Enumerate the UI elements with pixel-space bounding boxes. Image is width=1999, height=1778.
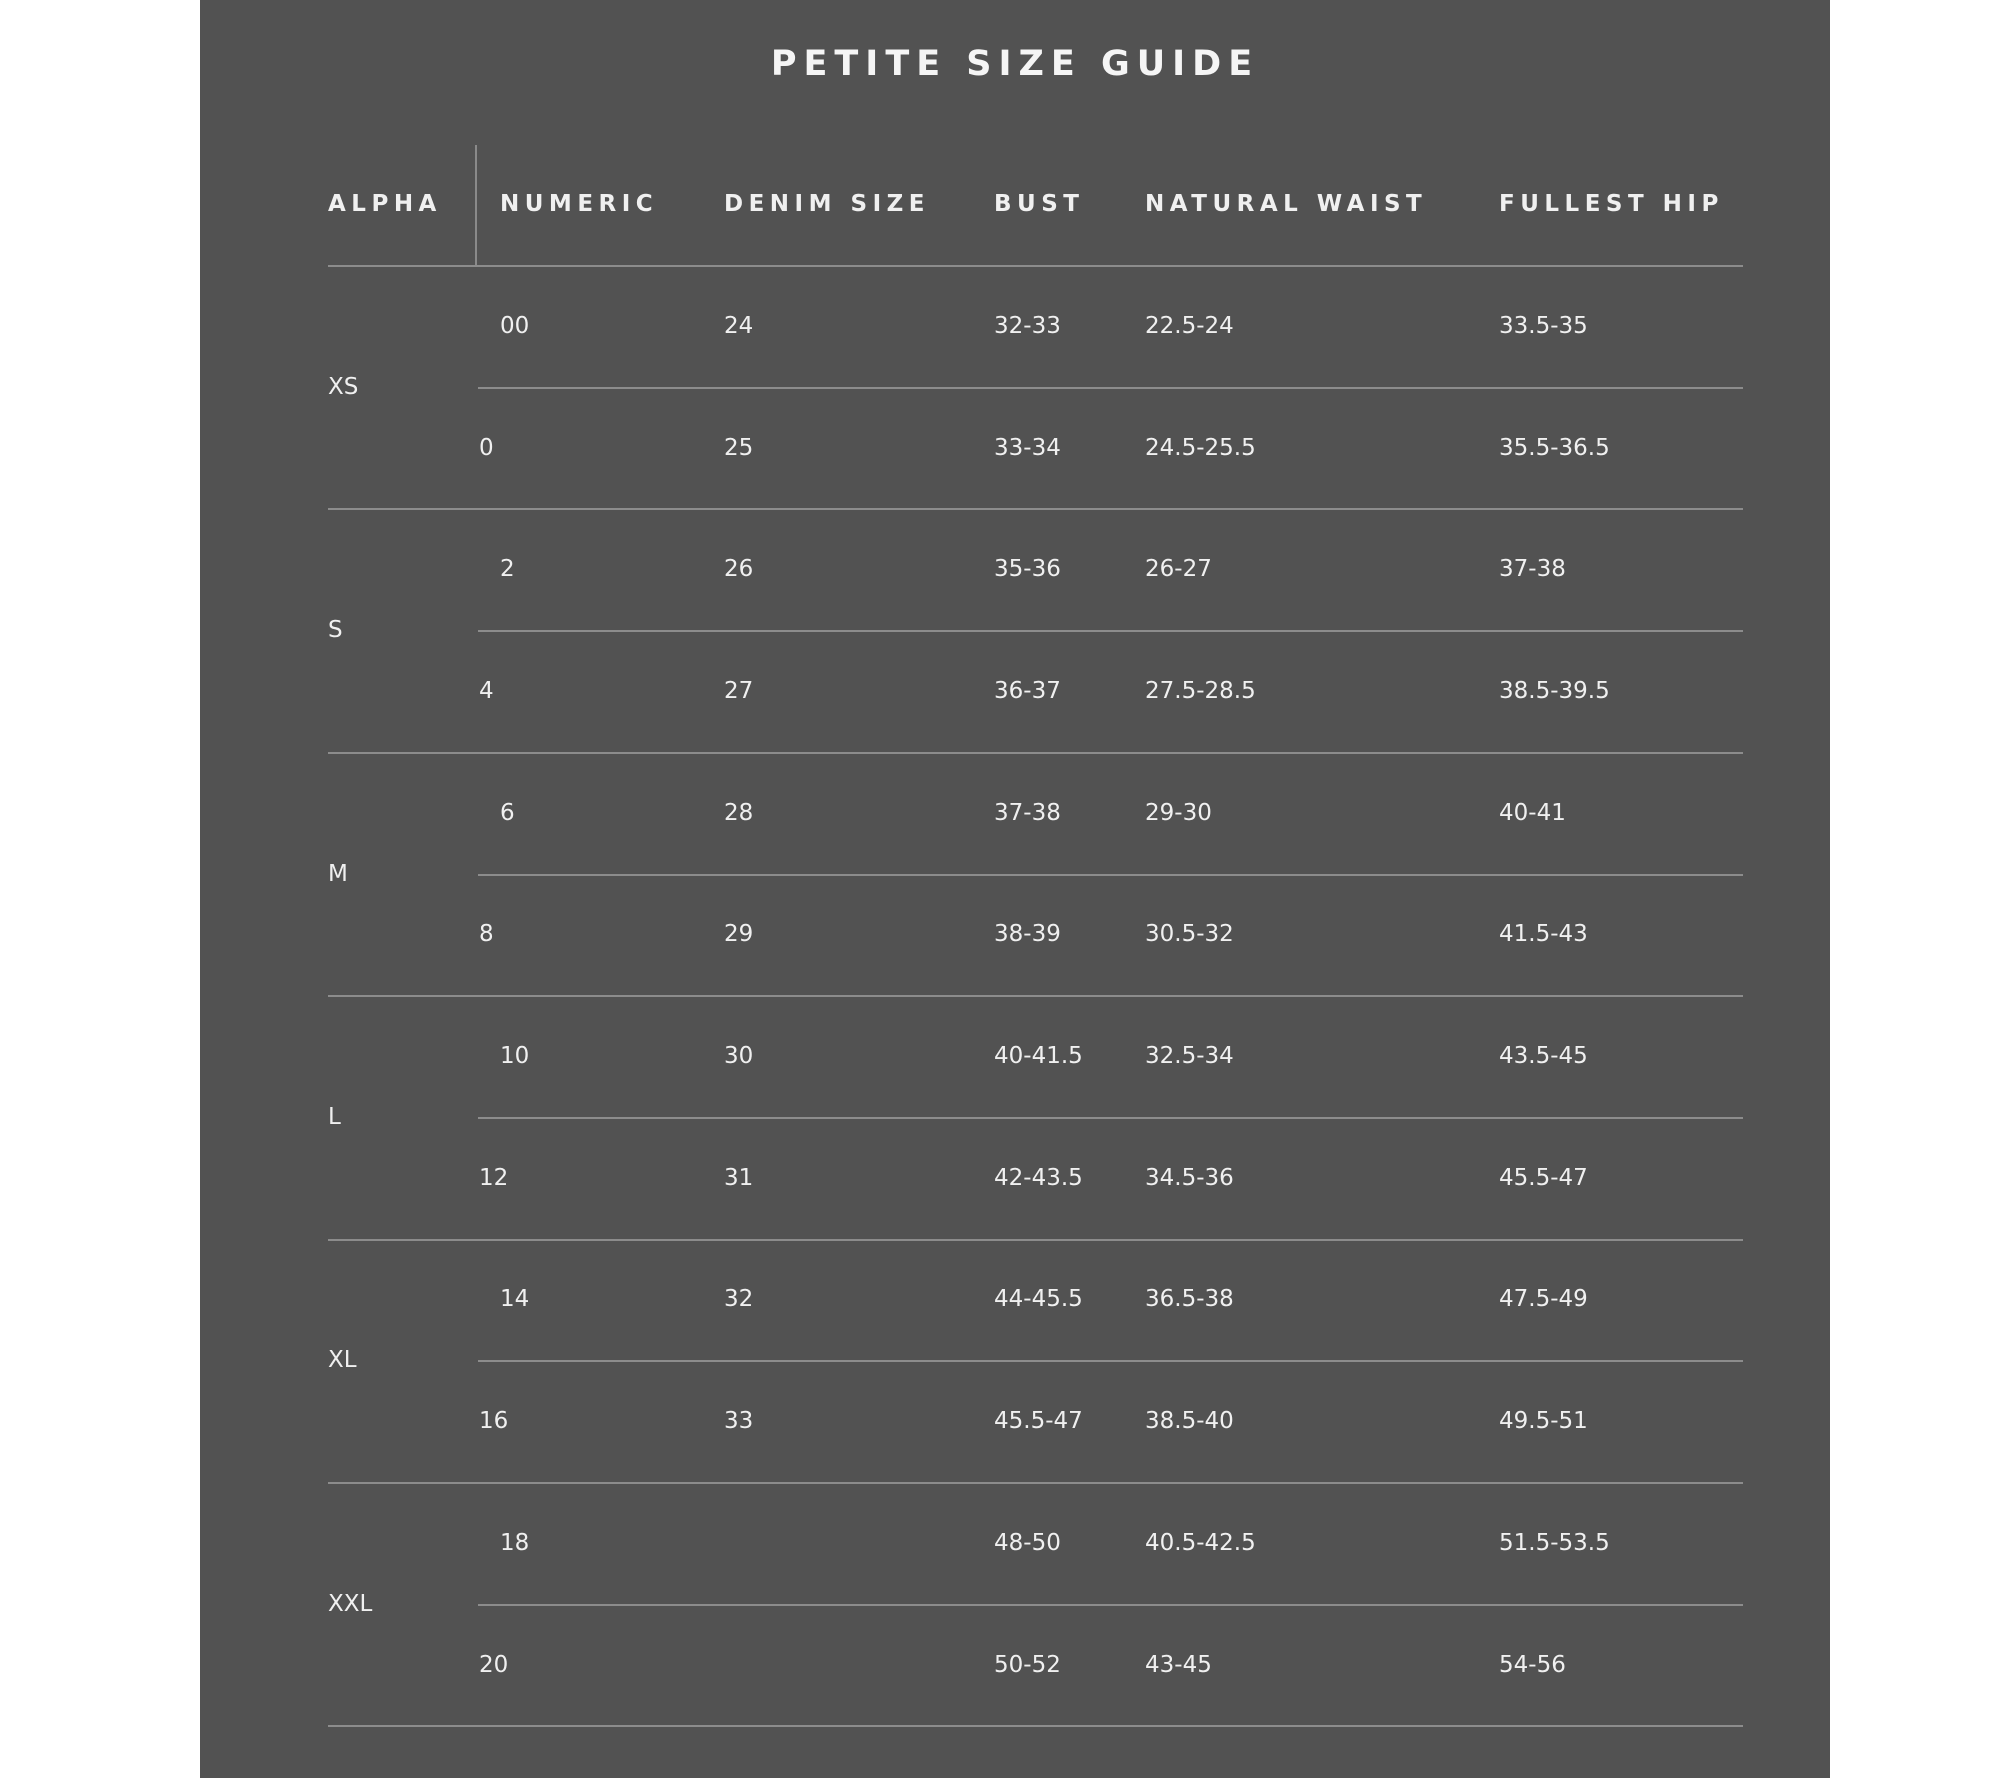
group-divider — [328, 1725, 1743, 1727]
row-divider — [478, 1360, 1743, 1362]
cell-natural-waist: 29-30 — [1145, 800, 1212, 826]
cell-bust: 50-52 — [994, 1652, 1061, 1678]
row-divider — [478, 1117, 1743, 1119]
cell-numeric: 4 — [479, 678, 494, 704]
group-divider — [328, 1239, 1743, 1241]
cell-fullest-hip: 38.5-39.5 — [1499, 678, 1610, 704]
cell-denim-size: 29 — [724, 921, 754, 947]
cell-natural-waist: 36.5-38 — [1145, 1286, 1234, 1312]
cell-alpha: XXL — [328, 1591, 373, 1617]
header-fullest-hip: FULLEST HIP — [1499, 191, 1724, 217]
cell-natural-waist: 30.5-32 — [1145, 921, 1234, 947]
cell-alpha: XL — [328, 1347, 357, 1373]
cell-bust: 36-37 — [994, 678, 1061, 704]
cell-numeric: 18 — [500, 1530, 530, 1556]
row-divider — [478, 1604, 1743, 1606]
cell-denim-size: 27 — [724, 678, 754, 704]
cell-fullest-hip: 54-56 — [1499, 1652, 1566, 1678]
cell-bust: 40-41.5 — [994, 1043, 1083, 1069]
cell-bust: 38-39 — [994, 921, 1061, 947]
cell-fullest-hip: 40-41 — [1499, 800, 1566, 826]
row-divider — [478, 874, 1743, 876]
row-divider — [478, 630, 1743, 632]
cell-fullest-hip: 35.5-36.5 — [1499, 435, 1610, 461]
cell-bust: 35-36 — [994, 556, 1061, 582]
group-divider — [328, 752, 1743, 754]
cell-fullest-hip: 41.5-43 — [1499, 921, 1588, 947]
cell-denim-size: 26 — [724, 556, 754, 582]
cell-natural-waist: 38.5-40 — [1145, 1408, 1234, 1434]
group-divider — [328, 508, 1743, 510]
cell-fullest-hip: 45.5-47 — [1499, 1165, 1588, 1191]
cell-natural-waist: 26-27 — [1145, 556, 1212, 582]
cell-natural-waist: 27.5-28.5 — [1145, 678, 1256, 704]
cell-denim-size: 24 — [724, 313, 754, 339]
cell-bust: 32-33 — [994, 313, 1061, 339]
cell-numeric: 6 — [500, 800, 515, 826]
cell-natural-waist: 43-45 — [1145, 1652, 1212, 1678]
group-divider — [328, 995, 1743, 997]
cell-denim-size: 31 — [724, 1165, 754, 1191]
cell-numeric: 20 — [479, 1652, 509, 1678]
group-divider — [328, 1482, 1743, 1484]
header-rule — [328, 265, 1743, 267]
cell-natural-waist: 34.5-36 — [1145, 1165, 1234, 1191]
cell-alpha: S — [328, 617, 343, 643]
cell-fullest-hip: 37-38 — [1499, 556, 1566, 582]
size-guide-panel — [200, 0, 1830, 1778]
cell-denim-size: 30 — [724, 1043, 754, 1069]
cell-numeric: 00 — [500, 313, 530, 339]
cell-alpha: M — [328, 861, 348, 887]
cell-numeric: 16 — [479, 1408, 509, 1434]
header-alpha: ALPHA — [328, 191, 442, 217]
cell-numeric: 12 — [479, 1165, 509, 1191]
cell-denim-size: 33 — [724, 1408, 754, 1434]
cell-bust: 48-50 — [994, 1530, 1061, 1556]
cell-numeric: 8 — [479, 921, 494, 947]
cell-bust: 44-45.5 — [994, 1286, 1083, 1312]
cell-alpha: XS — [328, 374, 359, 400]
cell-bust: 33-34 — [994, 435, 1061, 461]
cell-denim-size: 25 — [724, 435, 754, 461]
page-title: PETITE SIZE GUIDE — [770, 44, 1260, 84]
cell-numeric: 2 — [500, 556, 515, 582]
cell-natural-waist: 24.5-25.5 — [1145, 435, 1256, 461]
header-denim-size: DENIM SIZE — [724, 191, 931, 217]
header-natural-waist: NATURAL WAIST — [1145, 191, 1428, 217]
row-divider — [478, 387, 1743, 389]
cell-denim-size: 28 — [724, 800, 754, 826]
cell-natural-waist: 32.5-34 — [1145, 1043, 1234, 1069]
cell-denim-size: 32 — [724, 1286, 754, 1312]
header-divider — [475, 145, 477, 265]
cell-fullest-hip: 47.5-49 — [1499, 1286, 1588, 1312]
cell-numeric: 0 — [479, 435, 494, 461]
cell-bust: 45.5-47 — [994, 1408, 1083, 1434]
cell-bust: 37-38 — [994, 800, 1061, 826]
cell-fullest-hip: 49.5-51 — [1499, 1408, 1588, 1434]
cell-numeric: 14 — [500, 1286, 530, 1312]
header-bust: BUST — [994, 191, 1085, 217]
cell-fullest-hip: 43.5-45 — [1499, 1043, 1588, 1069]
cell-natural-waist: 40.5-42.5 — [1145, 1530, 1256, 1556]
cell-alpha: L — [328, 1104, 341, 1130]
header-numeric: NUMERIC — [500, 191, 659, 217]
cell-fullest-hip: 51.5-53.5 — [1499, 1530, 1610, 1556]
cell-numeric: 10 — [500, 1043, 530, 1069]
cell-fullest-hip: 33.5-35 — [1499, 313, 1588, 339]
cell-bust: 42-43.5 — [994, 1165, 1083, 1191]
cell-natural-waist: 22.5-24 — [1145, 313, 1234, 339]
